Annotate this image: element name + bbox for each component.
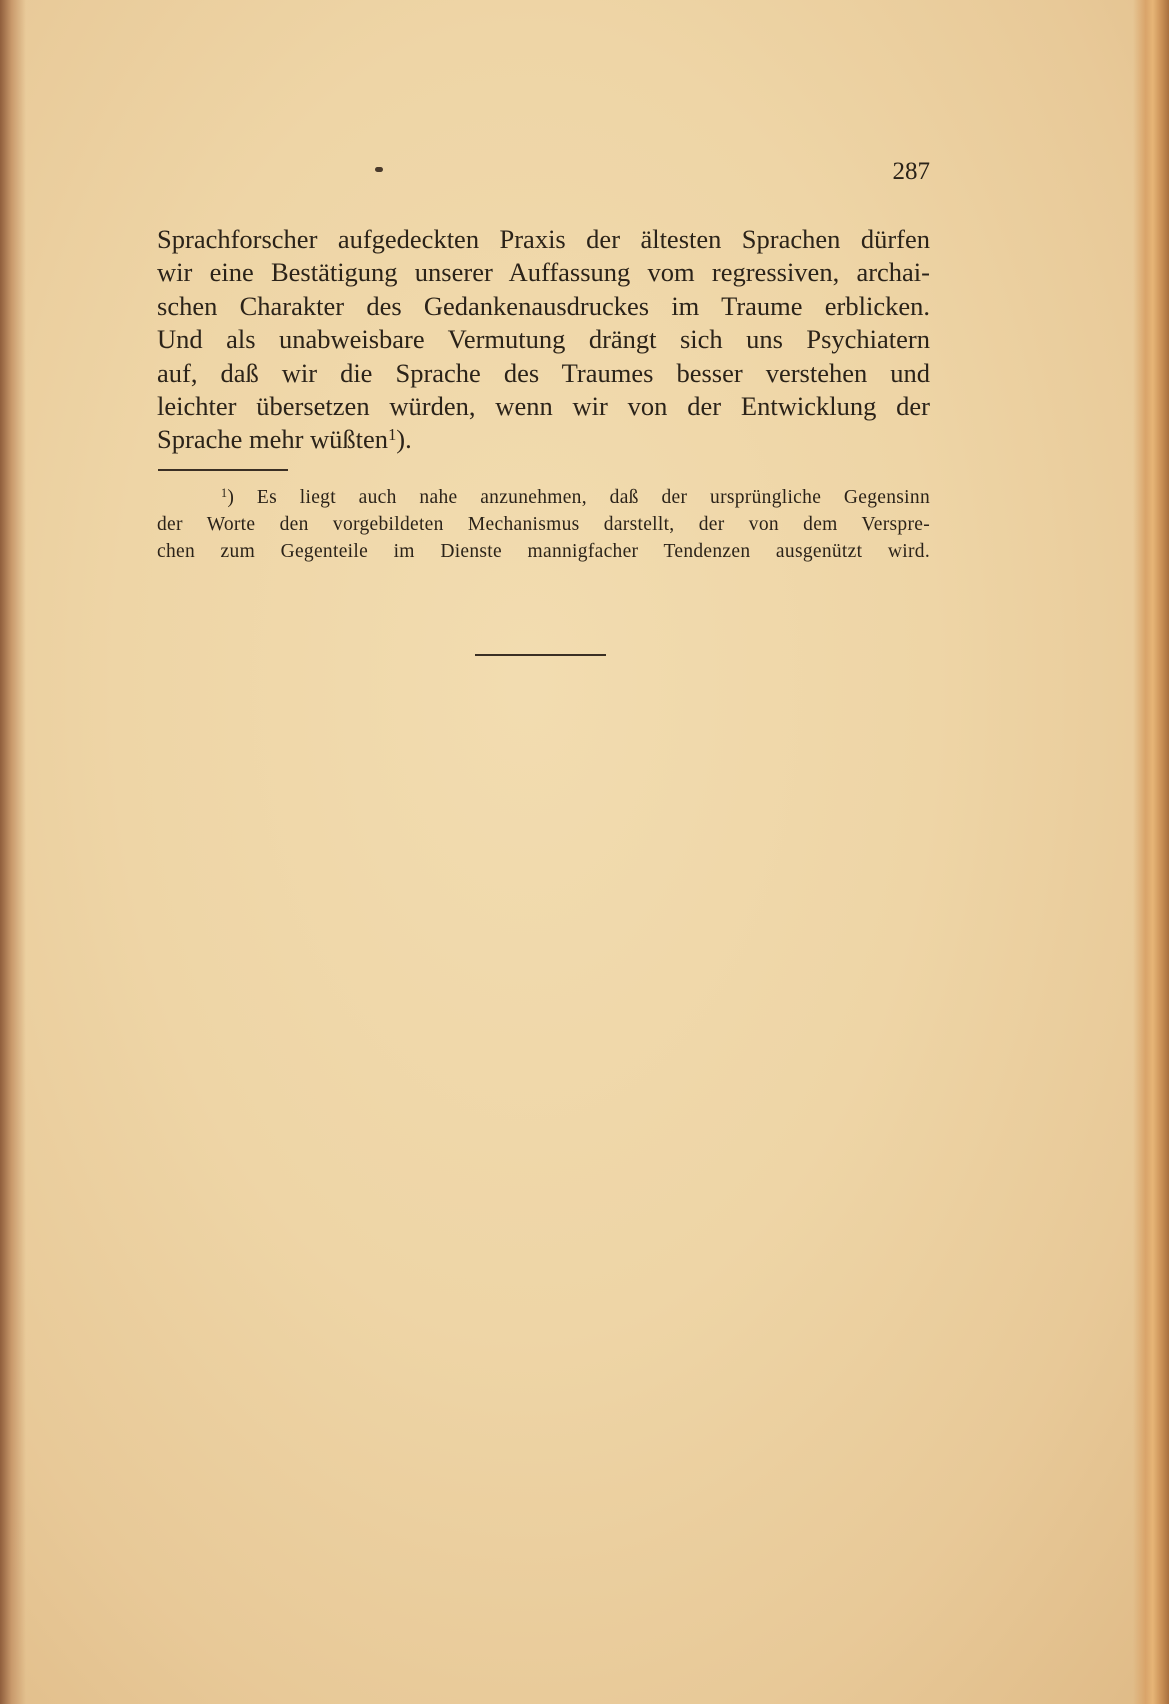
body-line: schen Charakter des Gedankenausdruckes im Traume erblicken.: [157, 290, 930, 321]
ink-speck: [375, 167, 383, 172]
body-line-text: Sprache mehr wüßten: [157, 424, 389, 455]
body-line: wir eine Bestätigung unserer Auffassung vom regressiven, archai-: [157, 257, 930, 288]
end-of-section-rule: [475, 654, 606, 656]
body-line: leichter übersetzen würden, wenn wir von der Entwicklung der: [157, 391, 930, 422]
footnote-line-text: Es liegt auch nahe anzunehmen, daß der ursprüngliche Gegensinn: [256, 487, 930, 508]
footnote-line: [157, 484, 930, 511]
footnote-marker-close: ): [227, 487, 235, 508]
page-number: 287: [892, 158, 930, 185]
footnote-marker: 1: [221, 485, 228, 500]
body-line: auf, daß wir die Sprache des Traumes besser verstehen und: [157, 357, 930, 388]
body-line-end: ).: [396, 424, 412, 455]
footnote-line: chen zum Gegenteile im Dienste mannigfacher Tendenzen ausgenützt wird.: [157, 541, 930, 562]
footnote: [157, 484, 930, 565]
body-line-last: [157, 423, 930, 456]
footnote-separator: [158, 469, 288, 471]
footnote-reference: 1: [388, 425, 397, 445]
body-paragraph: [157, 223, 930, 457]
page-edge: [1133, 0, 1169, 1704]
body-line: Sprachforscher aufgedeckten Praxis der ältesten Sprachen dürfen: [157, 224, 930, 254]
body-line: Und als unabweisbare Vermutung drängt sich uns Psychiatern: [157, 324, 930, 355]
page-gutter-shadow: [0, 0, 26, 1704]
footnote-line: der Worte den vorgebildeten Mechanismus darstellt, der von dem Verspre-: [157, 514, 930, 535]
